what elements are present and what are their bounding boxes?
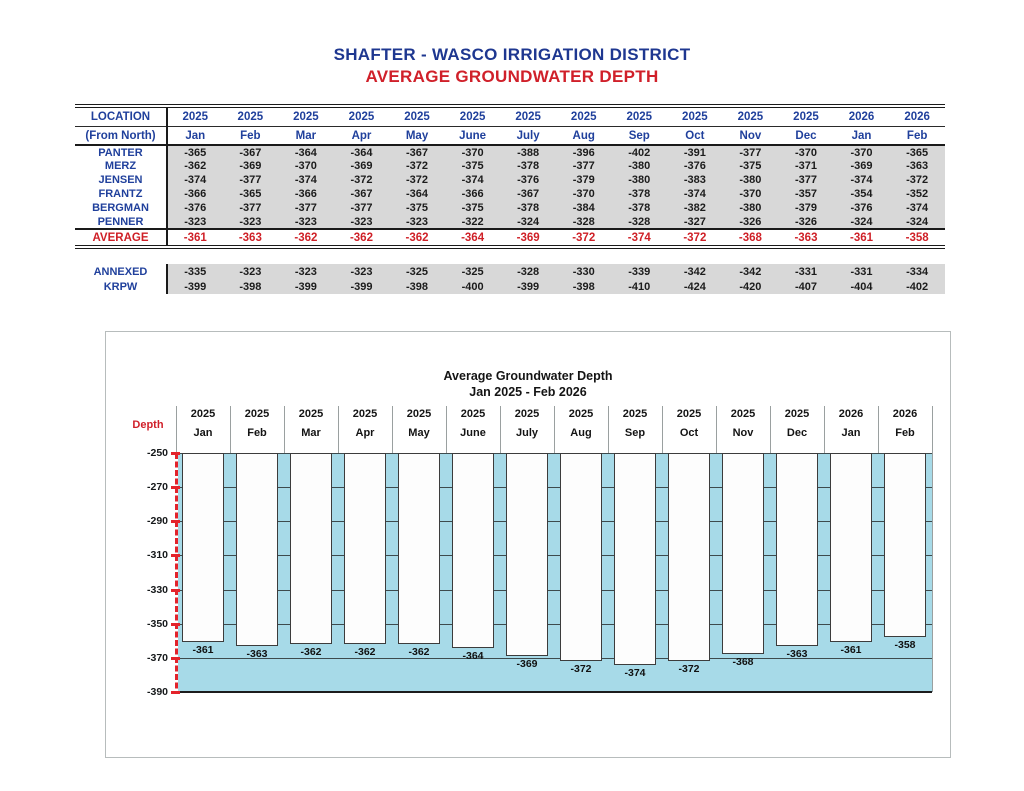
location-cell: JENSEN <box>75 173 167 187</box>
year-label: 2025 <box>352 408 378 420</box>
value-cell: -367 <box>389 145 445 159</box>
value-cell: -323 <box>278 215 334 229</box>
value-cell: -399 <box>278 279 334 294</box>
month-label: Mar <box>301 427 321 439</box>
value-cell: -382 <box>667 201 723 215</box>
year-label: 2025 <box>622 408 648 420</box>
value-cell: -369 <box>834 159 890 173</box>
month-header-cell: Jan <box>167 127 223 146</box>
table-header-month-row <box>75 127 945 146</box>
table-row-merz <box>75 159 945 173</box>
value-cell: -331 <box>834 264 890 279</box>
value-cell: -363 <box>889 159 945 173</box>
y-axis-tick-label: -370 <box>146 652 168 664</box>
chart <box>105 331 951 758</box>
month-label: Jan <box>841 427 861 439</box>
month-label: Nov <box>732 427 754 439</box>
value-cell: -365 <box>167 145 223 159</box>
value-cell: -375 <box>723 159 779 173</box>
table-row-bergman <box>75 201 945 215</box>
year-label: 2025 <box>190 408 216 420</box>
value-cell: -367 <box>223 145 279 159</box>
bar-value-label: -358 <box>894 639 916 651</box>
bar-value-label: -361 <box>192 644 214 656</box>
depth-bar <box>668 453 710 661</box>
year-label: 2025 <box>298 408 324 420</box>
average-value-cell: -362 <box>389 229 445 247</box>
value-cell: -352 <box>889 187 945 201</box>
average-value-cell: -369 <box>500 229 556 247</box>
month-label: Feb <box>895 427 915 439</box>
value-cell: -365 <box>889 145 945 159</box>
table-header-year-row <box>75 106 945 127</box>
value-cell: -388 <box>500 145 556 159</box>
value-cell: -399 <box>167 279 223 294</box>
year-header-cell: 2026 <box>889 106 945 127</box>
groundwater-table <box>75 104 945 249</box>
depth-bar <box>344 453 386 644</box>
value-cell: -375 <box>445 201 501 215</box>
year-label: 2025 <box>730 408 756 420</box>
value-cell: -324 <box>834 215 890 229</box>
value-cell: -326 <box>778 215 834 229</box>
year-label: 2025 <box>676 408 702 420</box>
value-cell: -420 <box>723 279 779 294</box>
average-value-cell: -361 <box>834 229 890 247</box>
y-axis-tick-label: -310 <box>146 549 168 561</box>
value-cell: -325 <box>389 264 445 279</box>
year-header-cell: 2025 <box>778 106 834 127</box>
value-cell: -384 <box>556 201 612 215</box>
value-cell: -376 <box>667 159 723 173</box>
value-cell: -377 <box>723 145 779 159</box>
location-cell: BERGMAN <box>75 201 167 215</box>
document-title: SHAFTER - WASCO IRRIGATION DISTRICT <box>333 45 691 64</box>
location-cell: FRANTZ <box>75 187 167 201</box>
table-header-location: LOCATION <box>75 106 167 127</box>
month-label: Aug <box>570 427 592 439</box>
month-header-cell: May <box>389 127 445 146</box>
average-value-cell: -362 <box>278 229 334 247</box>
value-cell: -379 <box>556 173 612 187</box>
y-axis-tick-label: -330 <box>146 584 168 596</box>
value-cell: -402 <box>889 279 945 294</box>
month-label: Apr <box>355 427 375 439</box>
value-cell: -331 <box>778 264 834 279</box>
location-cell: KRPW <box>75 279 167 294</box>
value-cell: -323 <box>389 215 445 229</box>
year-label: 2025 <box>514 408 540 420</box>
year-header-cell: 2025 <box>389 106 445 127</box>
year-header-cell: 2025 <box>334 106 390 127</box>
year-header-cell: 2025 <box>445 106 501 127</box>
value-cell: -378 <box>612 187 668 201</box>
average-value-cell: -362 <box>334 229 390 247</box>
depth-axis-tick <box>171 452 180 455</box>
table-row-penner <box>75 215 945 229</box>
bar-value-label: -369 <box>516 658 538 670</box>
value-cell: -372 <box>389 159 445 173</box>
month-label: Oct <box>679 427 699 439</box>
value-cell: -362 <box>167 159 223 173</box>
month-header-cell: July <box>500 127 556 146</box>
value-cell: -366 <box>278 187 334 201</box>
value-cell: -410 <box>612 279 668 294</box>
value-cell: -323 <box>334 264 390 279</box>
year-header-cell: 2025 <box>723 106 779 127</box>
value-cell: -365 <box>223 187 279 201</box>
depth-axis-tick <box>171 554 180 557</box>
location-cell: PANTER <box>75 145 167 159</box>
y-axis-tick-label: -390 <box>146 686 168 698</box>
average-row <box>75 229 945 247</box>
value-cell: -379 <box>778 201 834 215</box>
depth-axis-tick <box>171 486 180 489</box>
value-cell: -342 <box>667 264 723 279</box>
depth-bar <box>776 453 818 646</box>
month-header-cell: Aug <box>556 127 612 146</box>
value-cell: -391 <box>667 145 723 159</box>
y-axis-tick-label: -250 <box>146 447 168 459</box>
y-axis-tick-label: -270 <box>146 481 168 493</box>
average-value-cell: -374 <box>612 229 668 247</box>
value-cell: -366 <box>167 187 223 201</box>
value-cell: -364 <box>389 187 445 201</box>
value-cell: -399 <box>500 279 556 294</box>
value-cell: -367 <box>500 187 556 201</box>
value-cell: -324 <box>500 215 556 229</box>
chart-subtitle: Jan 2025 - Feb 2026 <box>469 385 587 399</box>
average-value-cell: -363 <box>223 229 279 247</box>
average-value-cell: -358 <box>889 229 945 247</box>
year-label: 2025 <box>784 408 810 420</box>
depth-bar <box>830 453 872 642</box>
depth-axis-tick <box>171 589 180 592</box>
year-header-cell: 2025 <box>612 106 668 127</box>
value-cell: -323 <box>223 215 279 229</box>
value-cell: -375 <box>389 201 445 215</box>
value-cell: -370 <box>723 187 779 201</box>
value-cell: -374 <box>278 173 334 187</box>
depth-axis-label: Depth <box>132 419 164 431</box>
month-header-cell: Feb <box>223 127 279 146</box>
depth-bar <box>884 453 926 637</box>
table-row-jensen <box>75 173 945 187</box>
month-header-cell: Feb <box>889 127 945 146</box>
month-header-cell: Dec <box>778 127 834 146</box>
year-label: 2025 <box>568 408 594 420</box>
depth-bar <box>452 453 494 648</box>
value-cell: -377 <box>223 173 279 187</box>
bar-value-label: -362 <box>300 646 322 658</box>
bar-value-label: -361 <box>840 644 862 656</box>
table-row-panter <box>75 145 945 159</box>
value-cell: -398 <box>389 279 445 294</box>
value-cell: -377 <box>556 159 612 173</box>
table-row-frantz <box>75 187 945 201</box>
bar-value-label: -372 <box>570 663 592 675</box>
chart-title: Average Groundwater Depth <box>443 369 613 383</box>
value-cell: -364 <box>278 145 334 159</box>
value-cell: -375 <box>445 159 501 173</box>
month-label: May <box>408 427 430 439</box>
value-cell: -376 <box>167 201 223 215</box>
value-cell: -339 <box>612 264 668 279</box>
value-cell: -366 <box>445 187 501 201</box>
bar-value-label: -374 <box>624 667 646 679</box>
value-cell: -328 <box>612 215 668 229</box>
value-cell: -374 <box>834 173 890 187</box>
value-cell: -371 <box>778 159 834 173</box>
average-value-cell: -372 <box>556 229 612 247</box>
value-cell: -398 <box>223 279 279 294</box>
value-cell: -327 <box>667 215 723 229</box>
value-cell: -370 <box>834 145 890 159</box>
value-cell: -364 <box>334 145 390 159</box>
bar-value-label: -363 <box>786 648 808 660</box>
value-cell: -374 <box>667 187 723 201</box>
year-label: 2025 <box>244 408 270 420</box>
year-label: 2025 <box>460 408 486 420</box>
value-cell: -357 <box>778 187 834 201</box>
value-cell: -377 <box>778 173 834 187</box>
bar-value-label: -362 <box>354 646 376 658</box>
value-cell: -383 <box>667 173 723 187</box>
value-cell: -322 <box>445 215 501 229</box>
average-value-cell: -364 <box>445 229 501 247</box>
month-header-cell: Nov <box>723 127 779 146</box>
year-label: 2025 <box>406 408 432 420</box>
value-cell: -377 <box>223 201 279 215</box>
depth-bar <box>398 453 440 644</box>
month-label: June <box>460 427 486 439</box>
month-label: Sep <box>624 427 646 439</box>
depth-axis-tick <box>171 691 180 694</box>
bar-value-label: -372 <box>678 663 700 675</box>
value-cell: -370 <box>445 145 501 159</box>
depth-bar <box>722 453 764 654</box>
average-value-cell: -368 <box>723 229 779 247</box>
bar-value-label: -364 <box>462 650 484 662</box>
value-cell: -369 <box>334 159 390 173</box>
month-header-cell: June <box>445 127 501 146</box>
value-cell: -402 <box>612 145 668 159</box>
location-cell: PENNER <box>75 215 167 229</box>
value-cell: -370 <box>778 145 834 159</box>
depth-bar <box>236 453 278 646</box>
value-cell: -369 <box>223 159 279 173</box>
value-cell: -354 <box>834 187 890 201</box>
year-header-cell: 2025 <box>500 106 556 127</box>
month-header-cell: Apr <box>334 127 390 146</box>
table-row-krpw <box>75 279 945 294</box>
value-cell: -335 <box>167 264 223 279</box>
depth-bar <box>614 453 656 665</box>
y-axis-tick-label: -350 <box>146 618 168 630</box>
month-header-cell: Sep <box>612 127 668 146</box>
bar-value-label: -368 <box>732 656 754 668</box>
value-cell: -323 <box>167 215 223 229</box>
value-cell: -376 <box>500 173 556 187</box>
value-cell: -380 <box>612 159 668 173</box>
year-label: 2026 <box>838 408 864 420</box>
value-cell: -323 <box>278 264 334 279</box>
table-row-annexed <box>75 264 945 279</box>
value-cell: -404 <box>834 279 890 294</box>
value-cell: -378 <box>500 159 556 173</box>
value-cell: -372 <box>389 173 445 187</box>
annexed-table <box>75 264 945 294</box>
year-label: 2026 <box>892 408 918 420</box>
depth-bar <box>182 453 224 642</box>
year-header-cell: 2025 <box>278 106 334 127</box>
depth-axis-tick <box>171 657 180 660</box>
value-cell: -370 <box>278 159 334 173</box>
average-value-cell: -363 <box>778 229 834 247</box>
average-value-cell: -361 <box>167 229 223 247</box>
value-cell: -377 <box>334 201 390 215</box>
table-header-from-north: (From North) <box>75 127 167 146</box>
value-cell: -370 <box>556 187 612 201</box>
value-cell: -372 <box>889 173 945 187</box>
value-cell: -396 <box>556 145 612 159</box>
value-cell: -328 <box>500 264 556 279</box>
value-cell: -380 <box>723 173 779 187</box>
average-value-cell: -372 <box>667 229 723 247</box>
month-header-cell: Oct <box>667 127 723 146</box>
location-cell: ANNEXED <box>75 264 167 279</box>
month-header-cell: Jan <box>834 127 890 146</box>
value-cell: -328 <box>556 215 612 229</box>
depth-axis-tick <box>171 520 180 523</box>
value-cell: -407 <box>778 279 834 294</box>
value-cell: -326 <box>723 215 779 229</box>
value-cell: -399 <box>334 279 390 294</box>
value-cell: -378 <box>500 201 556 215</box>
depth-bar <box>290 453 332 644</box>
value-cell: -378 <box>612 201 668 215</box>
value-cell: -325 <box>445 264 501 279</box>
value-cell: -400 <box>445 279 501 294</box>
bar-value-label: -363 <box>246 648 268 660</box>
value-cell: -342 <box>723 264 779 279</box>
value-cell: -377 <box>278 201 334 215</box>
value-cell: -380 <box>612 173 668 187</box>
value-cell: -374 <box>445 173 501 187</box>
month-label: July <box>515 427 538 439</box>
value-cell: -398 <box>556 279 612 294</box>
year-header-cell: 2025 <box>667 106 723 127</box>
value-cell: -424 <box>667 279 723 294</box>
value-cell: -374 <box>167 173 223 187</box>
month-label: Feb <box>247 427 267 439</box>
value-cell: -323 <box>334 215 390 229</box>
value-cell: -367 <box>334 187 390 201</box>
value-cell: -330 <box>556 264 612 279</box>
month-label: Jan <box>193 427 213 439</box>
value-cell: -372 <box>334 173 390 187</box>
value-cell: -323 <box>223 264 279 279</box>
year-header-cell: 2025 <box>223 106 279 127</box>
bottom-axis <box>176 691 932 693</box>
depth-bar <box>560 453 602 661</box>
year-header-cell: 2025 <box>556 106 612 127</box>
year-header-cell: 2026 <box>834 106 890 127</box>
depth-axis-tick <box>171 623 180 626</box>
value-cell: -324 <box>889 215 945 229</box>
value-cell: -374 <box>889 201 945 215</box>
y-axis-tick-label: -290 <box>146 515 168 527</box>
average-label-cell: AVERAGE <box>75 229 167 247</box>
value-cell: -376 <box>834 201 890 215</box>
month-header-cell: Mar <box>278 127 334 146</box>
depth-bar <box>506 453 548 656</box>
location-cell: MERZ <box>75 159 167 173</box>
document-subtitle: AVERAGE GROUNDWATER DEPTH <box>365 67 659 86</box>
month-label: Dec <box>786 427 808 439</box>
year-header-cell: 2025 <box>167 106 223 127</box>
value-cell: -380 <box>723 201 779 215</box>
value-cell: -334 <box>889 264 945 279</box>
bar-value-label: -362 <box>408 646 430 658</box>
